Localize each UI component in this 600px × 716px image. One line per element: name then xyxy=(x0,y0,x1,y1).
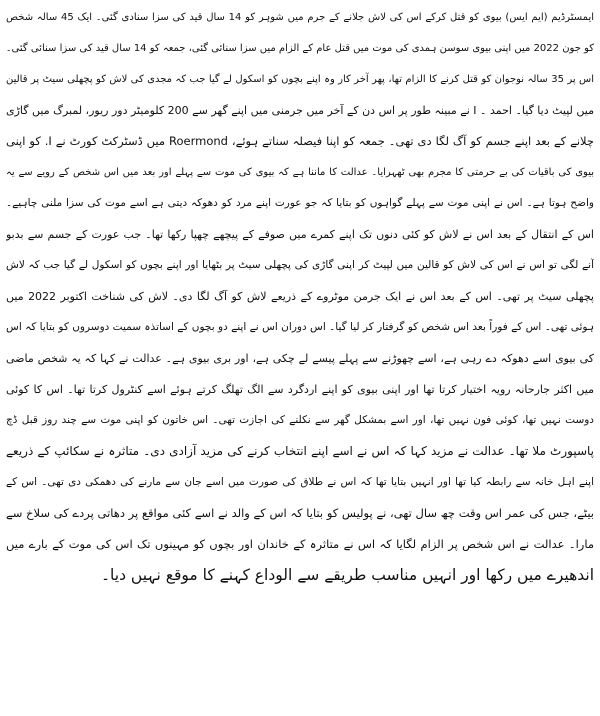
article-line: بیٹے، جس کی عمر اس وقت چھ سال تھی، نے پولیس کو بتایا کہ اس کے والد نے اسے کئی مواقع پر دھاتی پردے کی سلاخ سے xyxy=(6,506,594,520)
article-line: واضح ہوتا ہے۔ اس نے اپنی موت سے پہلے گواہوں کو بتایا کہ جو عورت اپنے مرد کو دھوکہ دیتی ہے اسے موت کی سزا ملنی چاہیے۔ xyxy=(6,197,594,209)
article-line: میں اکثر جارحانہ رویہ اختیار کرتا تھا اور اپنی بیوی کو اپنے اردگرد سے الگ تھلگ کرتے ہوئے اسے کنٹرول کرتا تھا۔ اس کا کوئی xyxy=(6,383,594,396)
article-line: مارا۔ عدالت نے اس شخص پر الزام لگایا کہ اس نے متاثرہ کے خاندان اور بچوں کو مہینوں تک اس کی موت کے بارے میں xyxy=(6,537,594,551)
article-line: کی بیوی اسے دھوکہ دے رہی ہے، اسے چھوڑنے سے پہلے پیسے لے چکی ہے، اور بری بیوی ہے۔ عدالت نے کہا کہ یہ شخص ماضی xyxy=(6,352,594,365)
article-line: پچھلی سیٹ پر تھی۔ اس کے بعد اس نے ایک جرمن موٹروے کے ذریعے لاش کو آگ لگا دی۔ لاش کی شناخت اکتوبر 2022 میں xyxy=(6,290,594,303)
article-line: کو جون 2022 میں اپنی بیوی سوسن ہمدی کی موت میں قتل عام کے الزام میں سزا سنائی گئی، جمعہ کو 14 سال قید کی سزا سنائی گئی۔ xyxy=(6,43,594,54)
article-line: ایمسٹرڈیم (ایم ایس) بیوی کو قتل کرکے اس کی لاش جلانے کے جرم میں شوہر کو 14 سال قید کی سزا سنادی گئی۔ ایک 45 سالہ شخص xyxy=(6,12,594,23)
article-line-last: اندھیرے میں رکھا اور انہیں مناسب طریقے سے الوداع کہنے کا موقع نہیں دیا۔ xyxy=(100,566,594,584)
article-line: اپنے اہل خانہ سے رابطہ کیا تھا اور انہیں بتایا تھا کہ اس نے طلاق کی صورت میں اسے جان سے مارنے کی دھمکی دی تھی۔ اس کے xyxy=(6,476,594,488)
article-line: بیوی کی باقیات کی بے حرمتی کا مجرم بھی ٹھہرایا۔ عدالت کا ماننا ہے کہ بیوی کی موت سے پہلے اور بعد میں اس شخص کے رویے سے یہ xyxy=(6,167,594,178)
article-line: آنے لگی تو اس نے اس کی لاش کو قالین میں لپیٹ کر اپنی گاڑی کی پچھلی سیٹ پر بٹھایا اور اپنے بچوں کو اسکول لے گیا جب کہ لاش xyxy=(6,259,594,271)
article-line: چلانے کے بعد اپنے جسم کو آگ لگا دی تھی۔ جمعہ کو اپنا فیصلہ سناتے ہوئے، Roermond میں ڈسٹرکٹ کورٹ نے I. کو اپنی xyxy=(6,134,594,148)
article-line: میں لپیٹ دیا گیا۔ احمد ۔ I نے مبینہ طور پر اس دن کے آخر میں جرمنی میں اپنے گھر سے 200 کلومیٹر دور ریور، لمبرگ میں گاڑی xyxy=(6,104,594,117)
article-line: پاسپورٹ ملا تھا۔ عدالت نے مزید کہا کہ اس نے اسے اپنے انتخاب کرنے کی مزید آزادی دی۔ متاثرہ نے سکائپ کے ذریعے xyxy=(6,444,594,458)
article-body xyxy=(6,2,594,714)
article-line: ہوئی تھی۔ اس کے فوراً بعد اس شخص کو گرفتار کر لیا گیا۔ اس دوران اس نے اپنے دو بچوں کے اساتذہ سمیت دوسروں کو بتایا کہ اس xyxy=(6,321,594,333)
article-line: دوست نہیں تھا، کوئی فون نہیں تھا، اور اسے بمشکل گھر سے نکلنے کی اجازت تھی۔ اس خاتون کو اپنی موت سے چند روز قبل ڈچ xyxy=(6,414,594,426)
article-line: اس پر 35 سالہ نوجوان کو قتل کرنے کا الزام تھا، پھر آخر کار وہ اپنے بچوں کو اسکول لے گیا جب کہ مجدی کی لاش کو پچھلی سیٹ پر قالین xyxy=(6,74,594,85)
article-line: اس کے انتقال کے بعد اس نے لاش کو کئی دنوں تک اپنے کمرے میں صوفے کے پیچھے چھپا رکھا تھا۔ جب عورت کے جسم سے بدبو xyxy=(6,228,594,241)
